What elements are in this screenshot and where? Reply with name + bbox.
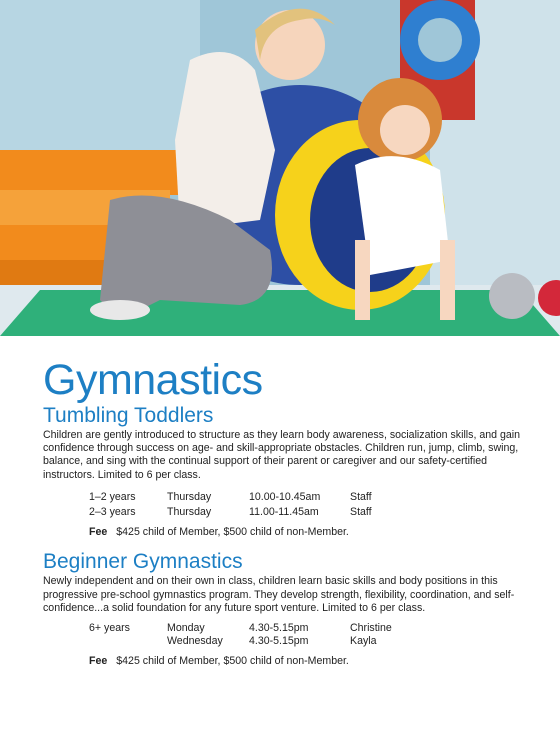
instructor-cell: Staff — [350, 490, 372, 503]
instructor-cell: Staff — [350, 506, 372, 518]
page-title: Gymnastics — [43, 356, 263, 404]
time-cell: 10.00-10.45am — [249, 490, 321, 503]
time-cell: 4.30-5.15pm — [249, 635, 309, 648]
age-cell: 1–2 years — [89, 490, 136, 503]
fee-line — [89, 655, 523, 668]
time-cell: 4.30-5.15pm — [249, 622, 309, 634]
section-heading: Tumbling Toddlers — [43, 404, 214, 427]
section-tumbling-toddlers — [43, 404, 523, 539]
time-cell: 11.00-11.45am — [249, 506, 319, 518]
schedule-table — [89, 622, 523, 648]
fee-label: Fee — [89, 526, 108, 539]
day-cell: Wednesday — [167, 635, 223, 648]
schedule-row — [89, 622, 523, 635]
fee-text: $425 child of Member, $500 child of non-Member. — [116, 526, 349, 539]
age-cell: 6+ years — [89, 622, 130, 634]
schedule-row — [89, 635, 523, 648]
schedule-row — [89, 506, 523, 519]
day-cell: Monday — [167, 622, 205, 634]
instructor-cell: Christine — [350, 622, 392, 634]
age-cell: 2–3 years — [89, 506, 136, 518]
section-heading: Beginner Gymnastics — [43, 550, 243, 574]
fee-label: Fee — [89, 655, 108, 668]
instructor-cell: Kayla — [350, 635, 377, 648]
hero-photo — [0, 0, 560, 336]
section-beginner-gymnastics — [43, 550, 523, 668]
fee-text: $425 child of Member, $500 child of non-Member. — [116, 655, 349, 668]
section-description: Newly independent and on their own in class, children learn basic skills and body positions in this progressive pre-school gymnastics program. They develop strength, flexibility, coordination, and self-confidence...a solid foundation for any future sport venture. Limited to 6 per class. — [43, 575, 515, 614]
schedule-table — [89, 491, 523, 519]
schedule-row — [89, 491, 523, 504]
day-cell: Thursday — [167, 490, 212, 503]
section-description: Children are gently introduced to structure as they learn body awareness, socialization skills, and gain confidence through success on age- and skill-appropriate obstacles. Children run, jump, climb, swing, balance, and sing with the continual support of their parent or caregiver and our safety-certified instructors. Limited to 6 per class. — [43, 429, 520, 481]
day-cell: Thursday — [167, 506, 212, 518]
program-content — [43, 356, 523, 669]
fee-line — [89, 526, 523, 539]
